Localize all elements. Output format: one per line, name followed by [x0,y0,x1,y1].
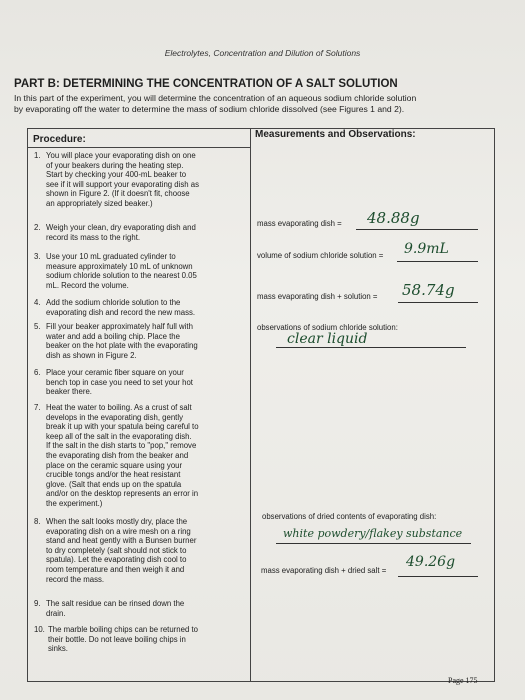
part-title: PART B: DETERMINING THE CONCENTRATION OF A SALT SOLUTION [14,78,398,90]
step-number: 3. [34,252,41,261]
solution-observation-value: clear liquid [287,331,368,347]
procedure-header-rule [27,147,250,148]
step-number: 4. [34,298,41,307]
step-number: 10. [34,625,45,634]
step-line: measure approximately 10 mL of unknown [46,261,193,271]
step-line: crucible tongs and/or the heat resistant [46,470,181,480]
step-line: When the salt looks mostly dry, place the [46,517,188,526]
step-line: Use your 10 mL graduated cylinder to [46,252,176,261]
step-line: see if it will support your evaporating dish as [46,179,199,189]
step-line: stand and heat gently with a Bunsen burner [46,536,197,546]
volume-blank [397,261,478,262]
dish-solution-mass-blank [398,302,478,303]
step-line: sinks. [48,644,68,654]
step-line: spatula). Let the evaporating dish cool to [46,555,187,565]
dried-observation-blank [276,543,471,544]
step-line: to dry completely (salt should not stick to [46,545,187,555]
step-line: record the mass. [46,574,105,584]
step-line: Weigh your clean, dry evaporating dish and [46,223,196,232]
step-line: drain. [46,608,66,618]
table-column-divider [250,128,251,681]
step-line: evaporating dish and record the new mass. [46,307,196,317]
step-line: of your beakers during the heating step. [46,160,184,170]
step-line: Place your ceramic fiber square on your [46,368,184,377]
step-line: shown in Figure 2. (If it doesn't fit, choose [46,189,190,199]
volume-value: 9.9mL [404,241,449,257]
intro-paragraph [14,93,512,114]
dish-salt-mass-blank [398,576,478,577]
step-line: beaker on the hot plate with the evaporating [46,341,198,351]
procedure-header: Procedure: [33,134,86,145]
step-line: bench top in case you need to set your hot [46,377,193,387]
step-line: Fill your beaker approximately half full with [46,322,193,331]
step-line: mL. Record the volume. [46,280,129,290]
step-line: Start by checking your 400-mL beaker to [46,170,187,180]
step-line: Heat the water to boiling. As a crust of salt [46,403,192,412]
dish-solution-mass-label: mass evaporating dish + solution = [257,292,378,301]
step-number: 7. [34,403,41,412]
step-line: an appropriately sized beaker.) [46,198,153,208]
step-line: place on the ceramic square using your [46,460,183,470]
solution-observation-label: observations of sodium chloride solution: [257,323,398,332]
step-line: You will place your evaporating dish on one [46,151,196,160]
step-number: 9. [34,599,41,608]
page-number: Page 175 [448,676,478,685]
step-line: the experiment.) [46,498,103,508]
dish-mass-blank [356,229,478,230]
step-line: Add the sodium chloride solution to the [46,298,181,307]
step-number: 2. [34,223,41,232]
step-line: break it up with your spatula being careful to [46,422,199,432]
step-line: evaporating dish on a wire mesh on a ring [46,526,191,536]
dish-mass-label: mass evaporating dish = [257,219,342,228]
measurements-header: Measurements and Observations: [255,129,416,140]
step-line: water and add a boiling chip. Place the [46,331,180,341]
step-line: The salt residue can be rinsed down the [46,599,185,608]
dish-mass-value: 48.88g [367,209,420,227]
step-number: 1. [34,151,41,160]
dish-salt-mass-value: 49.26g [406,554,456,570]
dried-observation-value: white powdery/flakey substance [283,527,463,540]
step-number: 5. [34,322,41,331]
step-line: dish as shown in Figure 2. [46,350,137,360]
intro-line: In this part of the experiment, you will determine the concentration of an aqueous sodium chloride solution [14,93,417,103]
step-line: develops in the evaporating dish, gently [46,412,183,422]
step-line: record its mass to the right. [46,232,141,242]
dish-solution-mass-value: 58.74g [402,281,455,299]
step-line: The marble boiling chips can be returned to [48,625,198,634]
volume-label: volume of sodium chloride solution = [257,251,384,260]
step-line: the evaporating dish from the beaker and [46,450,189,460]
step-line: sodium chloride solution to the nearest 0.05 [46,271,197,281]
running-header: Electrolytes, Concentration and Dilution of Solutions [164,48,361,58]
step-line: room temperature and then weigh it and [46,564,185,574]
step-line: their bottle. Do not leave boiling chips in [48,634,186,644]
step-number: 8. [34,517,41,526]
step-line: beaker there. [46,387,92,397]
step-line: glove. (Salt that ends up on the spatula [46,479,182,489]
intro-line: by evaporating off the water to determine the mass of sodium chloride dissolved (see Figures 1 and 2). [14,103,405,114]
step-line: and/or on the desktop represents an error in [46,489,199,499]
step-number: 6. [34,368,41,377]
dish-salt-mass-label: mass evaporating dish + dried salt = [261,566,387,575]
step-line: keep all of the salt in the evaporating dish. [46,431,192,441]
solution-observation-blank [276,347,466,348]
dried-observation-label: observations of dried contents of evaporating dish: [262,512,437,521]
step-line: If the salt in the dish starts to "pop," remove [46,441,197,451]
